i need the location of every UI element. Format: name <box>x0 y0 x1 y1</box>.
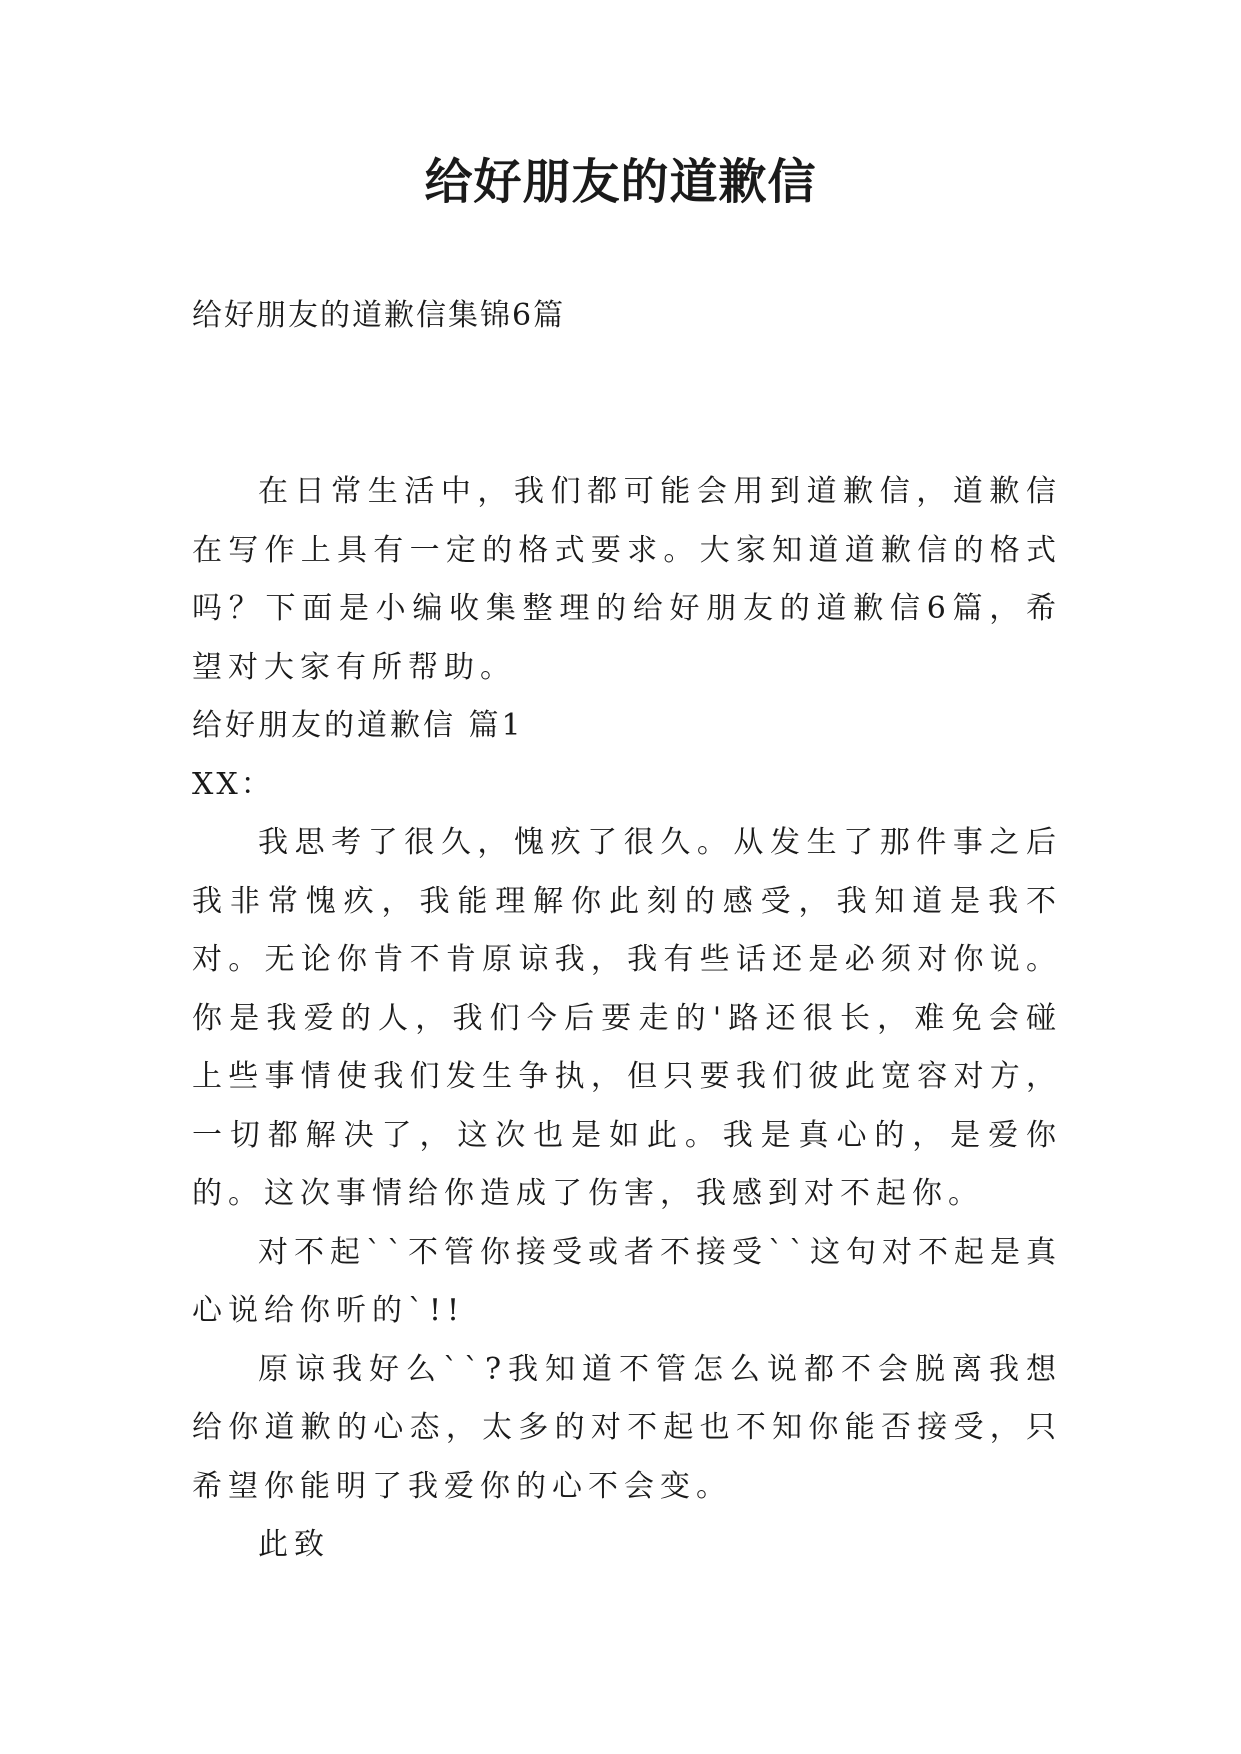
section-heading: 给好朋友的道歉信 篇1 <box>192 708 524 743</box>
letter-paragraph-3: 原谅我好么``?我知道不管怎么说都不会脱离我想给你道歉的心态，太多的对不起也不知你能否接受，只希望你能明了我爱你的心不会变。 <box>192 1351 1062 1504</box>
document-subtitle: 给好朋友的道歉信集锦6篇 <box>192 298 566 333</box>
letter-paragraph-2: 对不起``不管你接受或者不接受``这句对不起是真心说给你听的`!! <box>192 1234 1062 1328</box>
document-title: 给好朋友的道歉信 <box>424 154 817 210</box>
document-body <box>192 463 1062 1575</box>
intro-paragraph: 在日常生活中，我们都可能会用到道歉信，道歉信在写作上具有一定的格式要求。大家知道道歉信的格式吗？下面是小编收集整理的给好朋友的道歉信6篇，希望对大家有所帮助。 <box>192 474 1062 685</box>
closing: 此致 <box>258 1527 330 1562</box>
salutation: XX： <box>192 766 274 802</box>
letter-paragraph-1: 我思考了很久，愧疚了很久。从发生了那件事之后我非常愧疚，我能理解你此刻的感受，我知道是我不对。无论你肯不肯原谅我，我有些话还是必须对你说。你是我爱的人，我们今后要走的'路还很长，难免会碰上些事情使我们发生争执，但只要我们彼此宽容对方，一切都解决了，这次也是如此。我是真心的，是爱你的。这次事情给你造成了伤害，我感到对不起你。 <box>192 825 1062 1211</box>
